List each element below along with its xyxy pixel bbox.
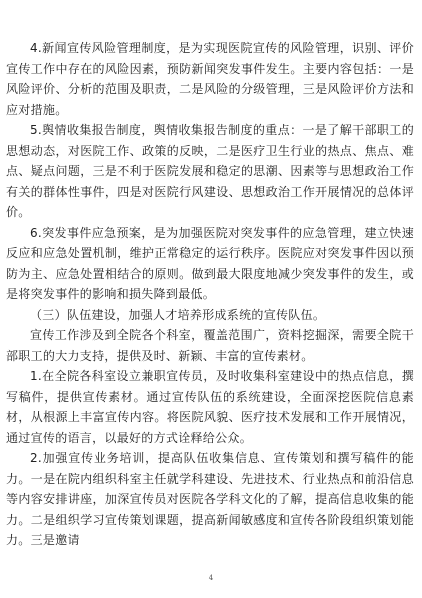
paragraph-public-opinion-reporting: 5.舆情收集报告制度，舆情收集报告制度的重点：一是了解干部职工的思想动态，对医院工作、政策的反映，二是医疗卫生行业的热点、焦点、难点、疑点问题，三是不利于医院发展和稳定的思潮、因素等与思想政治工作有关的群体性事件，四是对医院行风建设、思想政治工作开展情况的总体评价。	[6, 123, 414, 219]
paragraph-business-training: 2.加强宣传业务培训，提高队伍收集信息、宣传策划和撰写稿件的能力。一是在院内组织科室主任就学科建设、先进技术、行业热点和前沿信息等内容安排讲座，加深宣传员对医院各学科文化的了解，提高信息收集的能力。二是组织学习宣传策划课题，提高新闻敏感度和宣传各阶段组织策划能力。三是邀请	[6, 451, 414, 547]
paragraph-news-risk-management: 4.新闻宣传风险管理制度，是为实现医院宣传的风险管理，识别、评价宣传工作中存在的风险因素，预防新闻突发事件发生。主要内容包括：一是风险评价、分析的范围及职责，二是风险的分级管理，三是风险评价方法和应对措施。	[6, 41, 414, 117]
page-number: 4	[208, 574, 214, 582]
paragraph-emergency-plan: 6.突发事件应急预案，是为加强医院对突发事件的应急管理，建立快速反应和应急处置机制，维护正常稳定的运行秩序。医院应对突发事件因以预防为主、应急处置相结合的原则。做到最大限度地减少突发事件的发生，或是将突发事件的影响和损失降到最低。	[6, 225, 414, 301]
paragraph-publicity-scope: 宣传工作涉及到全院各个科室，覆盖范围广，资料挖掘深，需要全院干部职工的大力支持，提供及时、新颖、丰富的宣传素材。	[6, 328, 414, 363]
document-body	[6, 38, 414, 551]
paragraph-part-time-publicists: 1.在全院各科室设立兼职宣传员，及时收集科室建设中的热点信息，撰写稿件，提供宣传素材。通过宣传队伍的系统建设，全面深挖医院信息素材，从根源上丰富宣传内容。将医院风貌、医疗技术发展和工作开展情况，通过宣传的语言，以最好的方式诠释给公众。	[6, 369, 414, 445]
section-heading-team-building: （三）队伍建设，加强人才培养形成系统的宣传队伍。	[30, 307, 326, 322]
